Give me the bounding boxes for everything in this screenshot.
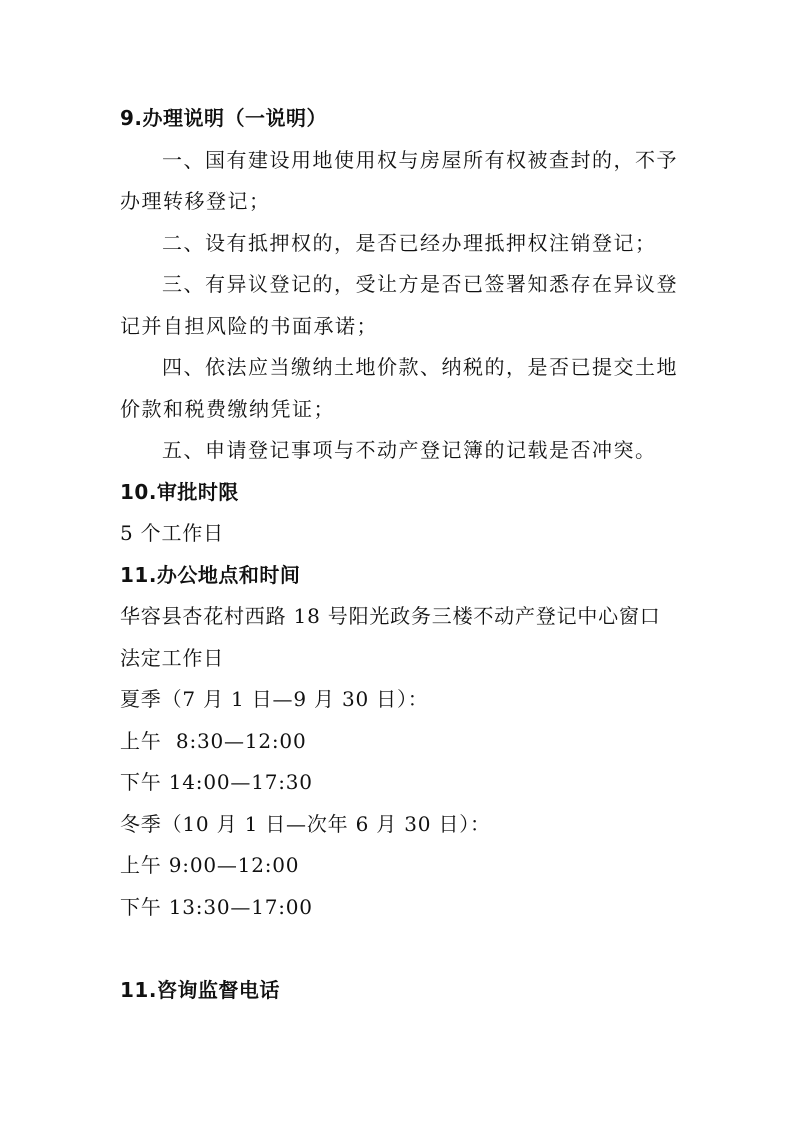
working-days: 法定工作日 (120, 646, 224, 670)
section-9-line-4: 三、有异议登记的，受让方是否已签署知悉存在异议登 (162, 272, 678, 296)
section-9-line-6: 四、依法应当缴纳土地价款、纳税的，是否已提交土地 (162, 355, 678, 379)
section-9-line-1: 一、国有建设用地使用权与房屋所有权被查封的，不予 (162, 148, 678, 172)
section-9-line-2: 办理转移登记； (120, 189, 271, 213)
winter-afternoon-hours: 下午 13:30—17:00 (120, 895, 313, 919)
section-9-line-7: 价款和税费缴纳凭证； (120, 397, 335, 421)
summer-afternoon-hours: 下午 14:00—17:30 (120, 770, 313, 794)
section-12-heading: 11.咨询监督电话 (120, 978, 280, 1002)
office-address: 华容县杏花村西路 18 号阳光政务三楼不动产登记中心窗口 (120, 604, 661, 628)
section-9-line-3: 二、设有抵押权的，是否已经办理抵押权注销登记； (162, 231, 657, 255)
section-10-heading: 10.审批时限 (120, 480, 239, 504)
summer-morning-hours: 上午 8:30—12:00 (120, 729, 307, 753)
winter-period: 冬季（10 月 1 日—次年 6 月 30 日）： (120, 812, 491, 836)
section-10-line-1: 5 个工作日 (120, 521, 224, 545)
winter-morning-hours: 上午 9:00—12:00 (120, 853, 300, 877)
section-9-line-5: 记并自担风险的书面承诺； (120, 314, 378, 338)
summer-period: 夏季（7 月 1 日—9 月 30 日）： (120, 687, 429, 711)
section-9-heading: 9.办理说明（一说明） (120, 106, 328, 130)
section-11-heading: 11.办公地点和时间 (120, 563, 301, 587)
section-9-line-8: 五、申请登记事项与不动产登记簿的记载是否冲突。 (162, 438, 657, 462)
